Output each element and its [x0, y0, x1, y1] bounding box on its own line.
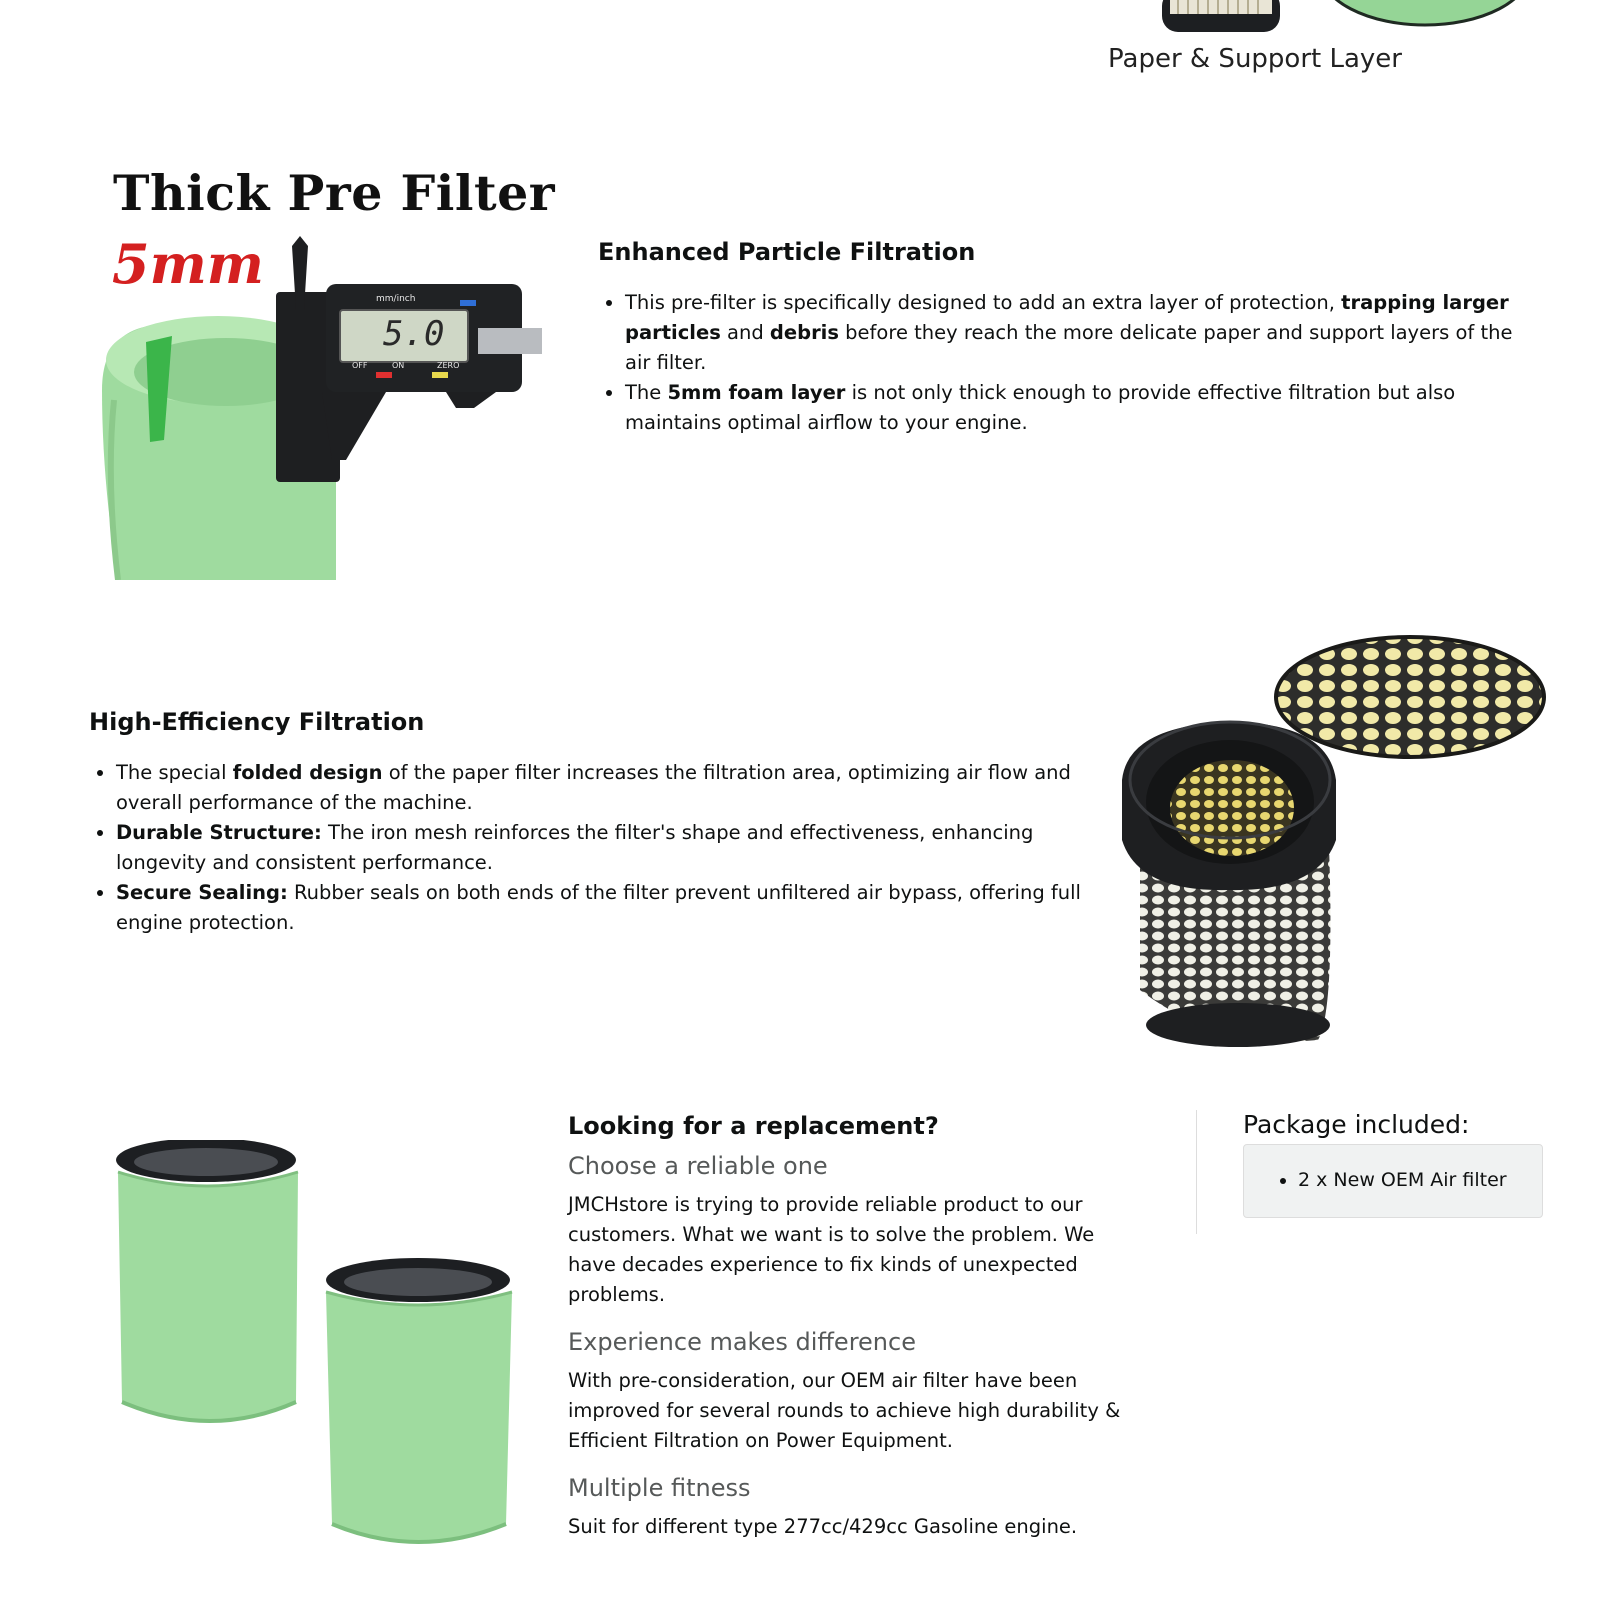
foam-filters-image	[110, 1140, 522, 1560]
replacement-section	[568, 1112, 1148, 1542]
caliper-off-label: OFF	[352, 361, 368, 370]
caliper-unit-label: mm/inch	[376, 294, 416, 304]
pre-filter-size-label: 5mm	[112, 232, 264, 296]
pre-filter-title: Thick Pre Filter	[113, 164, 556, 222]
paper-filter-image	[1118, 630, 1548, 1050]
caliper-zero-label: ZERO	[437, 361, 460, 370]
package-list	[1272, 1165, 1507, 1195]
paper-support-layer-image	[1090, 0, 1550, 40]
paper-support-layer-caption: Paper & Support Layer	[1108, 44, 1402, 74]
high-efficiency-section	[89, 708, 1089, 938]
section-text: With pre-consideration, our OEM air filter have been improved for several rounds to achieve high durability & Efficient Filtration on Power Equipment.	[568, 1369, 1121, 1452]
list-item: • The 5mm foam layer is not only thick enough to provide effective filtration but also maintains optimal airflow to your engine.	[625, 378, 1528, 438]
package-box	[1243, 1144, 1543, 1218]
package-title: Package included:	[1243, 1110, 1470, 1139]
list-item: • Secure Sealing: Rubber seals on both ends of the filter prevent unfiltered air bypass, offering full engine protection.	[116, 878, 1089, 938]
caliper-on-label: ON	[392, 361, 405, 370]
list-item: • 2 x New OEM Air filter	[1298, 1165, 1507, 1195]
caliper-reading: 5.0	[383, 314, 445, 354]
enhanced-filtration-list	[598, 288, 1528, 438]
thick-pre-filter-image	[96, 160, 542, 580]
section-heading: Experience makes difference	[568, 1328, 916, 1356]
high-efficiency-title: High-Efficiency Filtration	[89, 708, 425, 736]
list-item: • Durable Structure: The iron mesh reinforces the filter's shape and effectiveness, enhancing longevity and consistent performance.	[116, 818, 1089, 878]
list-item: • This pre-filter is specifically designed to add an extra layer of protection, trapping larger particles and debris before they reach the more delicate paper and support layers of the air filter.	[625, 288, 1528, 378]
list-item: • The special folded design of the paper filter increases the filtration area, optimizing air flow and overall performance of the machine.	[116, 758, 1089, 818]
high-efficiency-list	[89, 758, 1089, 938]
enhanced-filtration-section	[598, 238, 1528, 438]
replacement-title: Looking for a replacement?	[568, 1112, 939, 1140]
section-text: JMCHstore is trying to provide reliable product to our customers. What we want is to solve the problem. We have decades experience to fix kinds of unexpected problems.	[568, 1193, 1095, 1306]
section-heading: Multiple fitness	[568, 1474, 751, 1502]
section-heading: Choose a reliable one	[568, 1152, 828, 1180]
enhanced-filtration-title: Enhanced Particle Filtration	[598, 238, 976, 266]
section-text: Suit for different type 277cc/429cc Gasoline engine.	[568, 1515, 1078, 1538]
vertical-divider	[1196, 1110, 1197, 1234]
